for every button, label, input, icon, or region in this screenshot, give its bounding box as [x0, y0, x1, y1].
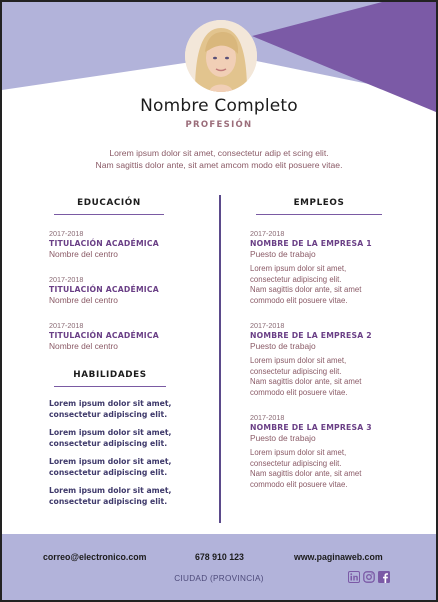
skill-line: consectetur adipiscing elit. [49, 497, 168, 506]
education-year: 2017-2018 [49, 275, 84, 284]
skill-item [49, 456, 214, 478]
skill-line: Lorem ipsum dolor sit amet, [49, 399, 172, 408]
job-description-line: commodo elit posuere vitae. [250, 295, 348, 305]
education-item [49, 275, 214, 306]
education-school: Nombre del centro [49, 249, 118, 259]
footer-city: CIUDAD (PROVINCIA) [174, 574, 264, 583]
job-position: Puesto de trabajo [250, 249, 316, 259]
job-item [250, 413, 400, 490]
profile-photo [185, 20, 257, 92]
job-year: 2017-2018 [250, 321, 285, 330]
education-title: EDUCACIÓN [54, 198, 164, 215]
education-degree: TITULACIÓN ACADÉMICA [49, 239, 159, 248]
job-description-line: Lorem ipsum dolor sit amet, [250, 356, 347, 365]
job-description-line: Nam sagittis dolor ante, sit amet [250, 469, 362, 478]
job-item [250, 321, 400, 398]
job-item [250, 229, 400, 306]
jobs-list [250, 229, 400, 505]
job-position: Puesto de trabajo [250, 433, 316, 443]
social-links [348, 571, 390, 583]
summary-line: Lorem ipsum dolor sit amet, consectetur adip et scing elit. [109, 148, 329, 158]
education-list [49, 229, 214, 367]
column-divider [219, 195, 221, 523]
skill-line: Lorem ipsum dolor sit amet, [49, 457, 172, 466]
job-company: NOMBRE DE LA EMPRESA 3 [250, 423, 372, 432]
skill-line: consectetur adipiscing elit. [49, 410, 168, 419]
job-position: Puesto de trabajo [250, 341, 316, 351]
skill-line: consectetur adipiscing elit. [49, 468, 168, 477]
footer-email[interactable]: correo@electronico.com [43, 552, 147, 562]
linkedin-icon[interactable] [348, 571, 360, 583]
job-description-line: commodo elit posuere vitae. [250, 479, 348, 489]
job-description-line: consectetur adipiscing elit. [250, 274, 342, 284]
job-description-line: Lorem ipsum dolor sit amet, [250, 264, 347, 273]
education-year: 2017-2018 [49, 321, 84, 330]
footer-website[interactable]: www.paginaweb.com [294, 552, 383, 562]
job-description-line: Nam sagittis dolor ante, sit amet [250, 377, 362, 386]
job-description-line: Nam sagittis dolor ante, sit amet [250, 285, 362, 294]
education-degree: TITULACIÓN ACADÉMICA [49, 331, 159, 340]
education-item [49, 229, 214, 260]
full-name: Nombre Completo [140, 96, 298, 116]
profession: PROFESIÓN [185, 120, 253, 130]
job-year: 2017-2018 [250, 413, 285, 422]
education-school: Nombre del centro [49, 341, 118, 351]
education-degree: TITULACIÓN ACADÉMICA [49, 285, 159, 294]
skills-list [49, 398, 214, 514]
skill-line: Lorem ipsum dolor sit amet, [49, 486, 172, 495]
skill-item [49, 427, 214, 449]
skill-line: Lorem ipsum dolor sit amet, [49, 428, 172, 437]
profile-summary [42, 148, 396, 171]
job-description [250, 264, 400, 306]
jobs-title: EMPLEOS [256, 198, 382, 215]
summary-line: Nam sagittis dolor ante, sit amet amcom modo elit posuere vitae. [95, 159, 343, 170]
job-description [250, 448, 400, 490]
job-description-line: consectetur adipiscing elit. [250, 458, 342, 468]
skill-item [49, 398, 214, 420]
footer-phone: 678 910 123 [195, 552, 244, 562]
education-year: 2017-2018 [49, 229, 84, 238]
skill-line: consectetur adipiscing elit. [49, 439, 168, 448]
education-item [49, 321, 214, 352]
job-company: NOMBRE DE LA EMPRESA 1 [250, 239, 372, 248]
education-school: Nombre del centro [49, 295, 118, 305]
avatar [185, 20, 257, 92]
job-description-line: commodo elit posuere vitae. [250, 387, 348, 397]
facebook-icon[interactable] [378, 571, 390, 583]
instagram-icon[interactable] [363, 571, 375, 583]
job-description-line: consectetur adipiscing elit. [250, 366, 342, 376]
job-year: 2017-2018 [250, 229, 285, 238]
skill-item [49, 485, 214, 507]
job-company: NOMBRE DE LA EMPRESA 2 [250, 331, 372, 340]
skills-title: HABILIDADES [54, 370, 166, 387]
footer-band [2, 534, 436, 600]
job-description-line: Lorem ipsum dolor sit amet, [250, 448, 347, 457]
job-description [250, 356, 400, 398]
